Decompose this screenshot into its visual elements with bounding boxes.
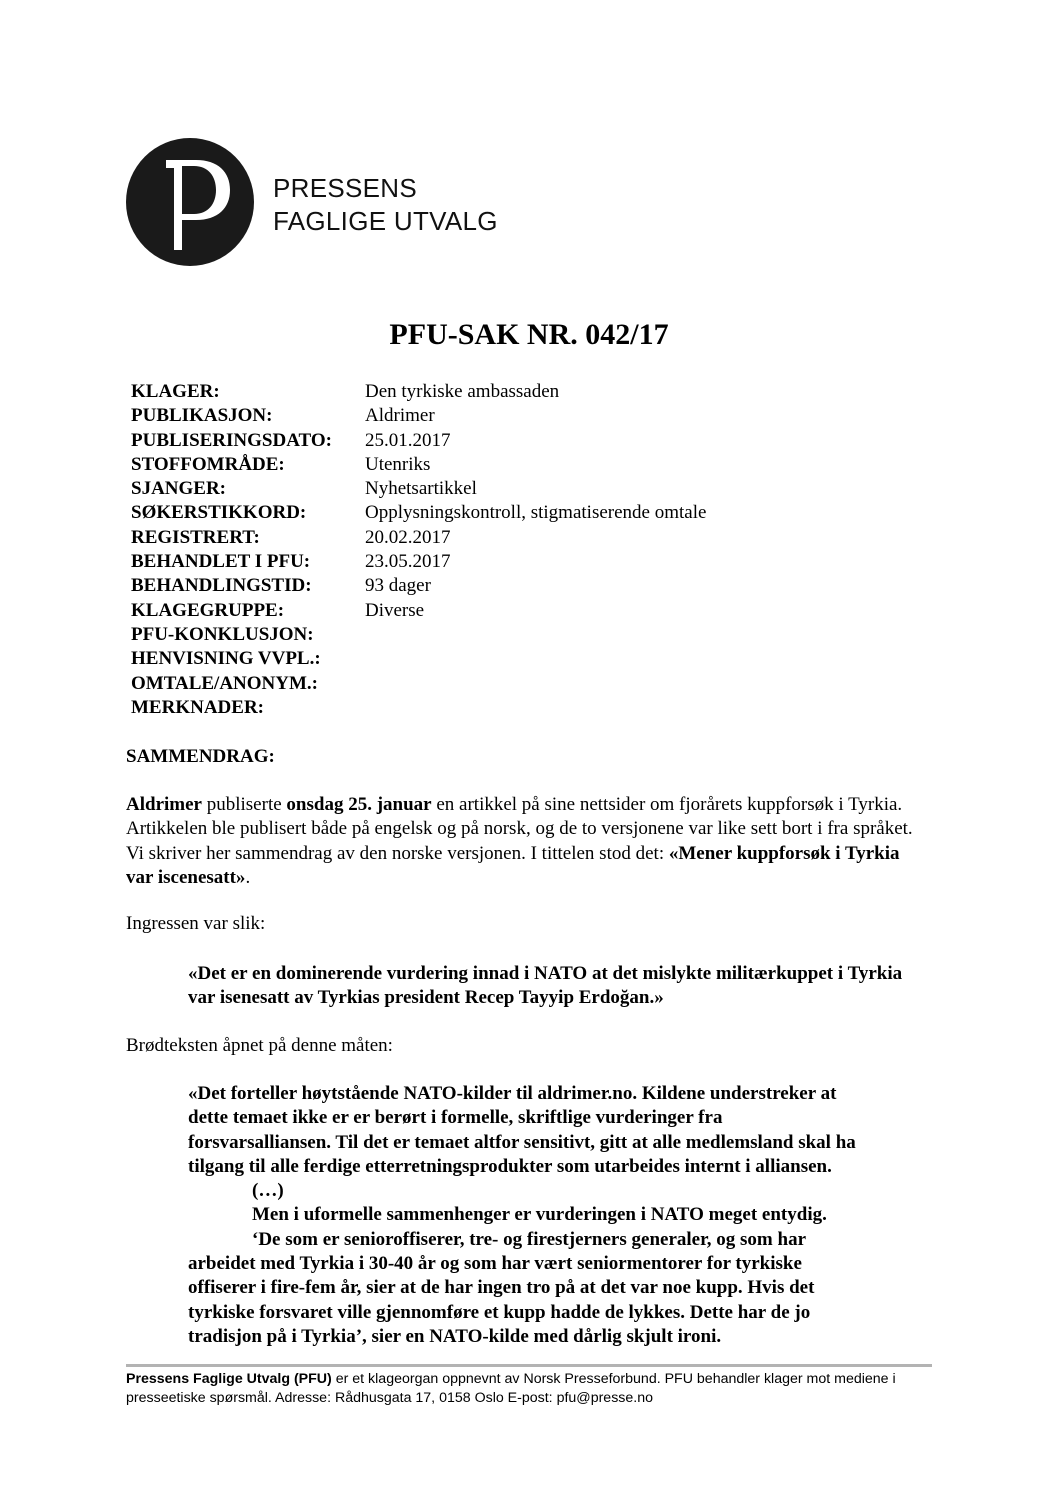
metadata-value: Utenriks — [365, 453, 431, 475]
quote-line: tyrkiske forsvaret ville gjennomføre et kupp hadde de lykkes. Dette har de jo — [188, 1301, 811, 1323]
quote-line: ‘De som er senioroffiserer, tre- og firestjerners generaler, og som har — [252, 1228, 806, 1250]
metadata-value: 25.01.2017 — [365, 429, 451, 451]
quote-line: offiserer i fire-fem år, sier at de har ingen tro på at det var noe kupp. Hvis det — [188, 1277, 815, 1299]
metadata-label: KLAGEGRUPPE: — [131, 599, 285, 621]
metadata-value: Aldrimer — [365, 405, 435, 427]
metadata-row — [131, 526, 706, 550]
metadata-value: Diverse — [365, 599, 425, 621]
metadata-label: HENVISNING VVPL.: — [131, 648, 321, 670]
summary-paragraph — [126, 793, 926, 890]
metadata-label: KLAGER: — [131, 381, 220, 402]
case-title: PFU-SAK NR. 042/17 — [389, 318, 669, 351]
ingress-quote: «Det er en dominerende vurdering innad i NATO at det mislykte militærkuppet i Tyrkia var isenesatt av Tyrkias president Recep Tayyip Erdoğan.» — [188, 963, 903, 1009]
quote-line: tradisjon på i Tyrkia’, sier en NATO-kilde med dårlig skjult ironi. — [188, 1325, 722, 1347]
metadata-label: BEHANDLET I PFU: — [131, 551, 311, 573]
publication-name: Aldrimer — [126, 794, 202, 815]
metadata-label: PUBLISERINGSDATO: — [131, 429, 332, 451]
metadata-value: 20.02.2017 — [365, 526, 451, 548]
metadata-row — [131, 453, 706, 477]
footer-text: er et klageorgan oppnevnt av Norsk Presseforbund. PFU behandler klager mot mediene i presseetiske spørsmål. Adresse: Rådhusgata 17, 0158 Oslo E-post: pfu@presse.no — [126, 1371, 896, 1406]
quote-line: (…) — [252, 1180, 284, 1202]
metadata-label: PUBLIKASJON: — [131, 405, 273, 427]
metadata-row — [131, 550, 706, 574]
pfu-p-logo-icon — [126, 138, 254, 266]
logo-line-2: FAGLIGE UTVALG — [273, 206, 498, 236]
quote-line: forsvarsalliansen. Til det er temaet altfor sensitivt, gitt at alle medlemsland skal ha — [188, 1131, 856, 1153]
case-metadata-table — [131, 380, 706, 720]
footer-divider — [126, 1364, 932, 1367]
logo-wordmark — [273, 172, 498, 238]
footer-org: Pressens Faglige Utvalg (PFU) — [126, 1371, 332, 1387]
metadata-label: REGISTRERT: — [131, 526, 260, 548]
article-title: «Mener kuppforsøk i Tyrkia var iscenesatt» — [126, 842, 900, 888]
body-quote — [188, 1082, 928, 1349]
metadata-label: MERKNADER: — [131, 696, 264, 718]
quote-line: arbeidet med Tyrkia i 30-40 år og som har vært seniormentorer for tyrkiske — [188, 1253, 802, 1275]
summary-text: publiserte — [201, 794, 287, 815]
summary-text: . — [245, 866, 251, 888]
metadata-row — [131, 404, 706, 428]
metadata-row — [131, 380, 706, 404]
quote-line: dette temaet ikke er er berørt i formelle, skriftlige vurderinger fra — [188, 1107, 723, 1129]
logo-line-1: PRESSENS — [273, 173, 418, 203]
metadata-row — [131, 696, 706, 720]
quote-line: tilgang til alle ferdige etterretningsprodukter som utarbeides internt i alliansen. — [188, 1155, 832, 1177]
metadata-value: Den tyrkiske ambassaden — [365, 381, 560, 402]
metadata-label: OMTALE/ANONYM.: — [131, 672, 318, 694]
metadata-value: 23.05.2017 — [365, 551, 451, 573]
metadata-label: SØKERSTIKKORD: — [131, 502, 307, 524]
body-intro: Brødteksten åpnet på denne måten: — [126, 1035, 393, 1056]
quote-line: Men i uformelle sammenhenger er vurderingen i NATO meget entydig. — [252, 1204, 827, 1226]
metadata-value: Nyhetsartikkel — [365, 478, 477, 500]
metadata-row — [131, 574, 706, 598]
metadata-row — [131, 672, 706, 696]
metadata-label: SJANGER: — [131, 478, 227, 500]
metadata-row — [131, 501, 706, 525]
metadata-row — [131, 647, 706, 671]
metadata-row — [131, 623, 706, 647]
quote-line: «Det forteller høytstående NATO-kilder til aldrimer.no. Kildene understreker at — [188, 1083, 837, 1104]
page-footer — [126, 1370, 946, 1408]
summary-heading: SAMMENDRAG: — [126, 746, 275, 767]
ingress-intro: Ingressen var slik: — [126, 913, 266, 934]
metadata-label: PFU-KONKLUSJON: — [131, 623, 314, 645]
metadata-value: Opplysningskontroll, stigmatiserende omtale — [365, 502, 707, 524]
metadata-row — [131, 429, 706, 453]
metadata-label: STOFFOMRÅDE: — [131, 453, 285, 475]
metadata-label: BEHANDLINGSTID: — [131, 575, 312, 597]
metadata-value: 93 dager — [365, 575, 431, 597]
publication-date: onsdag 25. januar — [286, 794, 432, 815]
metadata-row — [131, 477, 706, 501]
metadata-row — [131, 599, 706, 623]
summary-text: en artikkel på sine nettsider om fjorårets kuppforsøk i Tyrkia. Artikkelen ble publisert både på engelsk og på norsk, og de to versjonene var like sett bort i fra språket. Vi skriver her sammendrag av den norske versjonen. I tittelen stod det: — [126, 794, 913, 864]
